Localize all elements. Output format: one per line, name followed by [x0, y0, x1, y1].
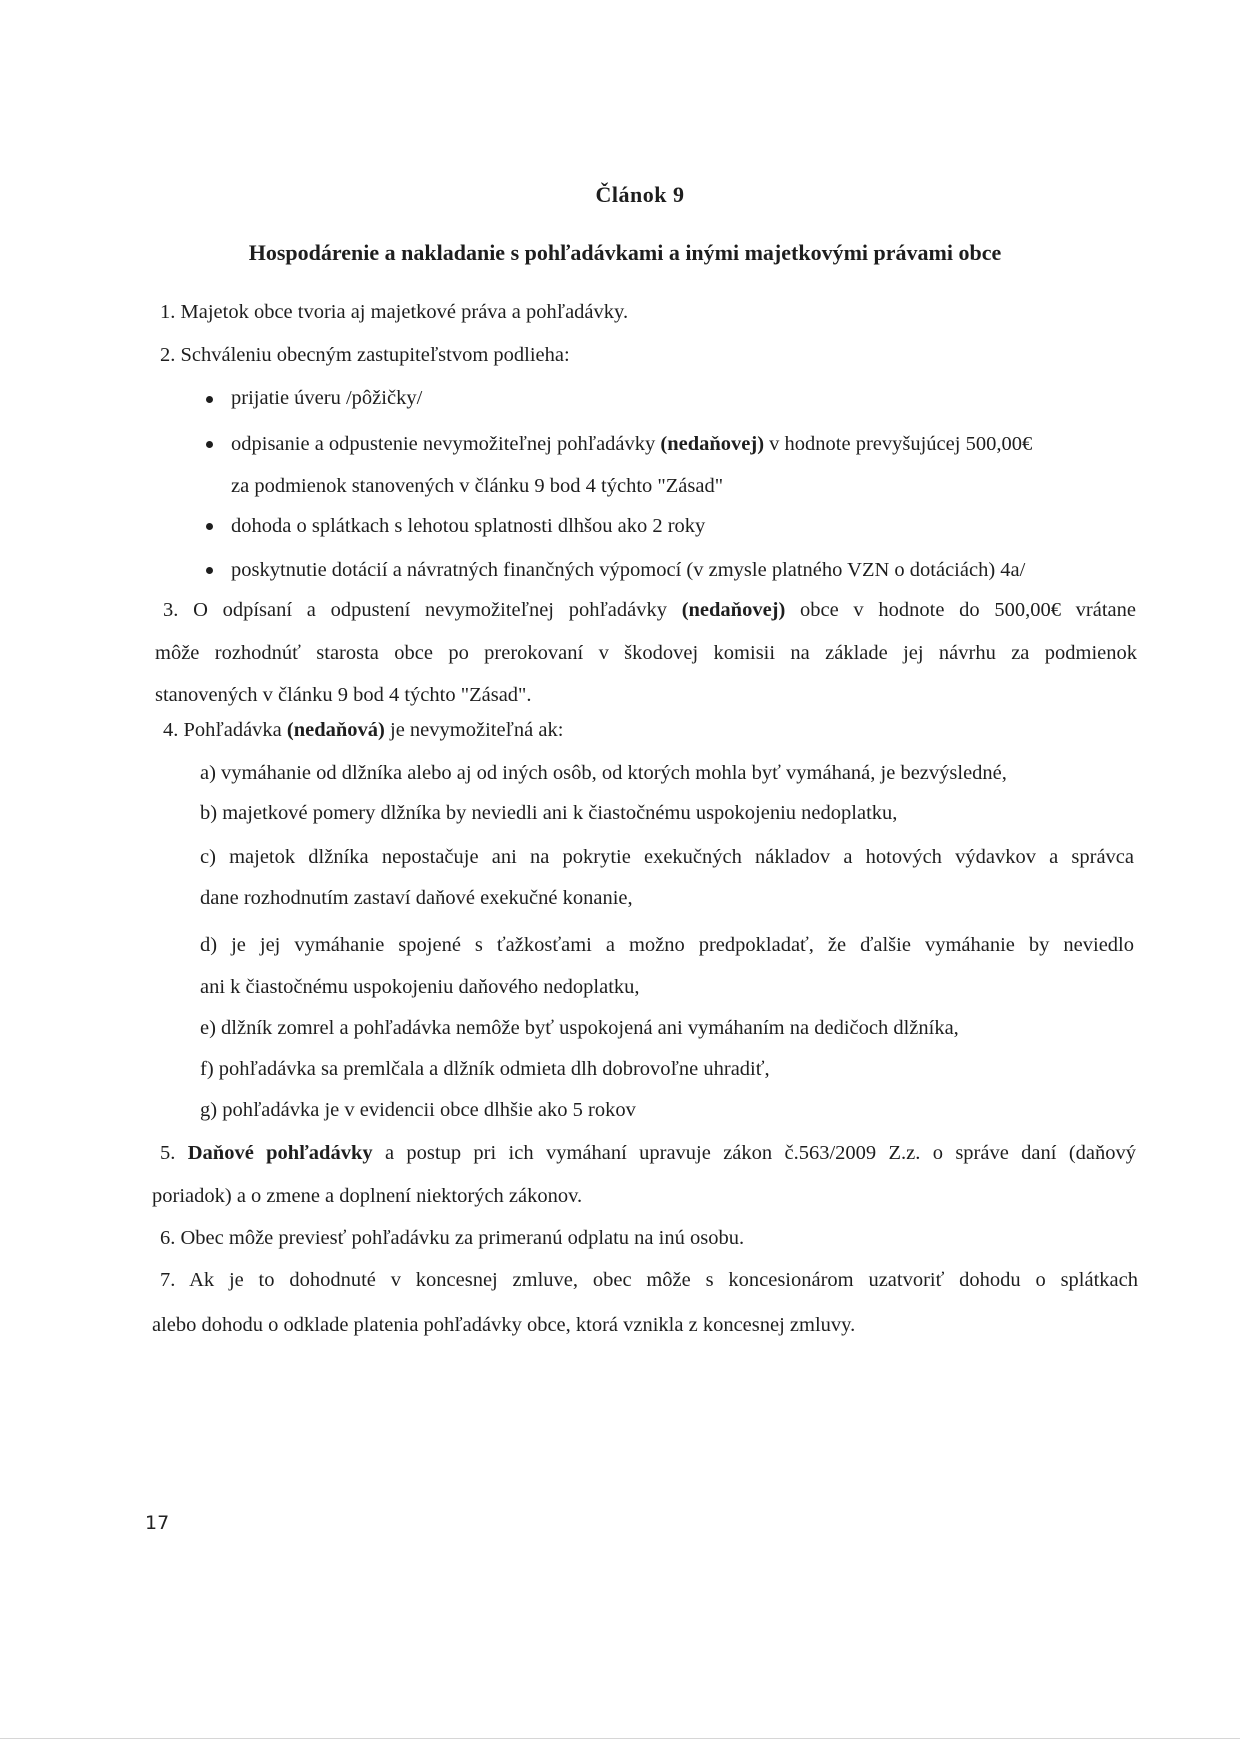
condition-c-line1: c) majetok dlžníka nepostačuje ani na pokrytie exekučných nákladov a hotových výdavkov a správca — [200, 847, 1134, 868]
bullet-marker — [206, 396, 213, 403]
bullet-item-installments: dohoda o splátkach s lehotou splatnosti dlhšou ako 2 roky — [231, 515, 706, 537]
condition-a: a) vymáhanie od dlžníka alebo aj od iných osôb, od ktorých mohla byť vymáhaná, je bezvýsledné, — [200, 762, 1007, 784]
bullet-item-write-off-bold: (nedaňovej) — [660, 433, 765, 455]
page-number: 17 — [145, 1512, 170, 1534]
paragraph-3-line3: stanovených v článku 9 bod 4 týchto "Zásad". — [155, 684, 532, 706]
paragraph-5-text: 5. Daňové pohľadávky a postup pri ich vymáhaní upravuje zákon č.563/2009 Z.z. o správe daní (daňový — [160, 1143, 1136, 1164]
paragraph-2-lead: 2. Schváleniu obecným zastupiteľstvom podlieha: — [160, 344, 570, 366]
bottom-scan-edge — [0, 1738, 1240, 1739]
paragraph-6: 6. Obec môže previesť pohľadávku za primeranú odplatu na inú osobu. — [160, 1227, 745, 1249]
bullet-item-write-off-line2: za podmienok stanovených v článku 9 bod 4 týchto "Zásad" — [231, 475, 724, 497]
paragraph-3-text-b: obce v hodnote do 500,00€ vrátane — [785, 600, 1136, 621]
condition-d-line2: ani k čiastočnému uspokojeniu daňového nedoplatku, — [200, 976, 640, 998]
paragraph-4-lead: 4. Pohľadávka (nedaňová) je nevymožiteľná ak: — [163, 719, 564, 741]
paragraph-5-bold: Daňové pohľadávky — [187, 1143, 373, 1164]
paragraph-3-line1 — [163, 600, 1136, 621]
condition-e: e) dlžník zomrel a pohľadávka nemôže byť uspokojená ani vymáhaním na dedičoch dlžníka, — [200, 1017, 959, 1039]
condition-f: f) pohľadávka sa premlčala a dlžník odmieta dlh dobrovoľne uhradiť, — [200, 1058, 770, 1080]
article-title: Hospodárenie a nakladanie s pohľadávkami a inými majetkovými právami obce — [248, 240, 1002, 265]
paragraph-7-line1: 7. Ak je to dohodnuté v koncesnej zmluve, obec môže s koncesionárom uzatvoriť dohodu o splátkach — [160, 1270, 1138, 1291]
paragraph-7-line2: alebo dohodu o odklade platenia pohľadávky obce, ktorá vznikla z koncesnej zmluvy. — [152, 1314, 856, 1336]
paragraph-3-bold: (nedaňovej) — [681, 600, 786, 621]
condition-g: g) pohľadávka je v evidencii obce dlhšie ako 5 rokov — [200, 1099, 636, 1121]
bullet-item-write-off — [231, 434, 1032, 455]
article-number: Článok 9 — [595, 182, 685, 207]
paragraph-3-line2: môže rozhodnúť starosta obce po prerokovaní v škodovej komisii na základe jej návrhu za podmienok — [155, 643, 1137, 664]
bullet-item-write-off-text-b: v hodnote prevyšujúcej 500,00€ — [764, 433, 1033, 455]
bullet-marker — [206, 523, 213, 530]
paragraph-1: 1. Majetok obce tvoria aj majetkové práva a pohľadávky. — [160, 301, 629, 323]
bullet-marker — [206, 441, 213, 448]
bullet-marker — [206, 567, 213, 574]
condition-d-line1: d) je jej vymáhanie spojené s ťažkosťami a možno predpokladať, že ďalšie vymáhanie by neviedlo — [200, 935, 1134, 956]
condition-c-line2: dane rozhodnutím zastaví daňové exekučné konanie, — [200, 887, 633, 909]
bullet-item-grants: poskytnutie dotácií a návratných finančných výpomocí (v zmysle platného VZN o dotáciách) 4a/ — [231, 559, 1026, 581]
paragraph-3-text-a: 3. O odpísaní a odpustení nevymožiteľnej pohľadávky — [163, 600, 682, 621]
paragraph-5-line2: poriadok) a o zmene a doplnení niektorých zákonov. — [152, 1185, 583, 1207]
bullet-item-write-off-text-a: odpisanie a odpustenie nevymožiteľnej pohľadávky — [231, 433, 661, 455]
paragraph-5-line1 — [160, 1143, 1136, 1164]
condition-b: b) majetkové pomery dlžníka by neviedli ani k čiastočnému uspokojeniu nedoplatku, — [200, 802, 898, 824]
paragraph-4-bold: (nedaňová) — [286, 719, 385, 741]
bullet-item-loan: prijatie úveru /pôžičky/ — [231, 387, 423, 409]
